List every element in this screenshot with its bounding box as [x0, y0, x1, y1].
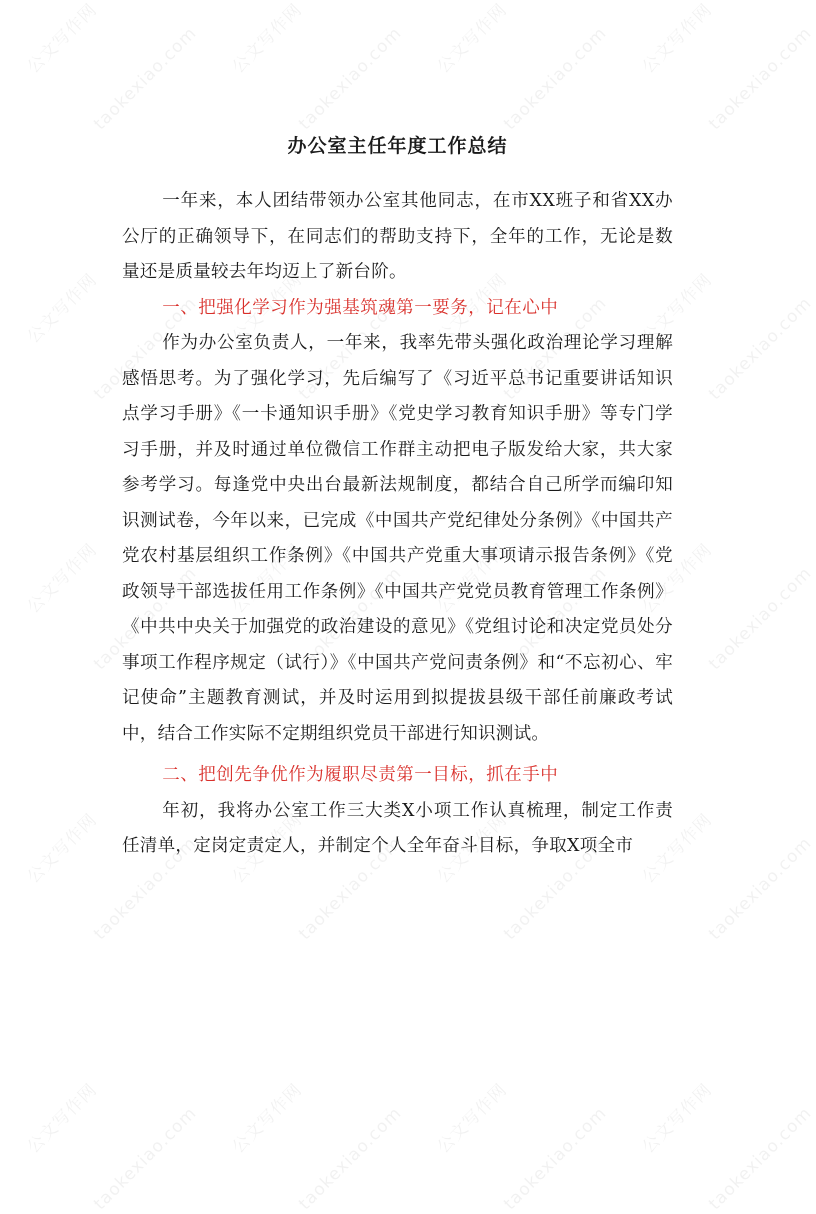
watermark-url: taokexiao.com — [705, 1103, 816, 1214]
watermark-text: 公文写作网 — [433, 539, 512, 618]
watermark-url: taokexiao.com — [90, 23, 201, 135]
watermark-url: taokexiao.com — [500, 563, 611, 675]
watermark-text: 公文写作网 — [638, 539, 717, 618]
watermark-url: taokexiao.com — [90, 563, 201, 675]
watermark-text: 公文写作网 — [228, 269, 307, 348]
watermark-text: 公文写作网 — [228, 539, 307, 618]
watermark-text: 公文写作网 — [638, 809, 717, 888]
watermark-url: taokexiao.com — [705, 293, 816, 405]
watermark-text: 公文写作网 — [228, 1079, 307, 1158]
watermark-text: 公文写作网 — [228, 809, 307, 888]
watermark-url: taokexiao.com — [295, 293, 406, 405]
intro-paragraph: 一年来，本人团结带领办公室其他同志，在市XX班子和省XX办公厅的正确领导下，在同志们的帮助支持下，全年的工作，无论是数量还是质量较去年均迈上了新台阶。 — [122, 191, 673, 282]
section-2-paragraph: 年初，我将办公室工作三大类X小项工作认真梳理，制定工作责任清单，定岗定责定人，并制定个人全年奋斗目标，争取X项全市 — [122, 800, 673, 856]
watermark-url: taokexiao.com — [90, 1103, 201, 1214]
watermark-text: 公文写作网 — [23, 809, 102, 888]
watermark-text: 公文写作网 — [23, 0, 102, 78]
document-body — [122, 128, 673, 865]
watermark-url: taokexiao.com — [705, 833, 816, 945]
watermark-text: 公文写作网 — [638, 269, 717, 348]
section-1-paragraph: 作为办公室负责人，一年来，我率先带头强化政治理论学习理解感悟思考。为了强化学习，先后编写了《习近平总书记重要讲话知识点学习手册》《一卡通知识手册》《党史学习教育知识手册》等专门学习手册，并及时通过单位微信工作群主动把电子版发给大家，共大家参考学习。每逢党中央出台最新法规制度，都结合自己所学而编印知识测试卷，今年以来，已完成《中国共产党纪律处分条例》《中国共产党农村基层组织工作条例》《中国共产党重大事项请示报告条例》《党政领导干部选拔任用工作条例》《中国共产党党员教育管理工作条例》《中共中央关于加强党的政治建设的意见》《党组讨论和决定党员处分事项工作程序规定（试行）》《中国共产党问责条例》和“不忘初心、牢记使命”主题教育测试，并及时运用到拟提拔县级干部任前廉政考试中，结合工作实际不定期组织党员干部进行知识测试。 — [122, 333, 673, 744]
watermark-url: taokexiao.com — [500, 833, 611, 945]
watermark-url: taokexiao.com — [295, 1103, 406, 1214]
watermark-text: 公文写作网 — [433, 0, 512, 78]
watermark-text: 公文写作网 — [638, 0, 717, 78]
watermark-text: 公文写作网 — [638, 1079, 717, 1158]
watermark-url: taokexiao.com — [705, 563, 816, 675]
watermark-url: taokexiao.com — [90, 833, 201, 945]
watermark-text: 公文写作网 — [23, 269, 102, 348]
watermark-text: 公文写作网 — [433, 1079, 512, 1158]
watermark-url: taokexiao.com — [500, 1103, 611, 1214]
watermark-text: 公文写作网 — [23, 1079, 102, 1158]
watermark-url: taokexiao.com — [705, 23, 816, 135]
watermark-url: taokexiao.com — [90, 293, 201, 405]
watermark-url: taokexiao.com — [295, 833, 406, 945]
watermark-text: 公文写作网 — [228, 0, 307, 78]
watermark-url: taokexiao.com — [500, 23, 611, 135]
document-title: 办公室主任年度工作总结 — [287, 135, 508, 157]
section-2-heading: 二、把创先争优作为履职尽责第一目标，抓在手中 — [162, 765, 559, 785]
watermark-text: 公文写作网 — [23, 539, 102, 618]
watermark-text: 公文写作网 — [433, 269, 512, 348]
section-1-heading: 一、把强化学习作为强基筑魂第一要务，记在心中 — [162, 297, 559, 318]
watermark-url: taokexiao.com — [295, 563, 406, 675]
watermark-url: taokexiao.com — [500, 293, 611, 405]
watermark-url: taokexiao.com — [295, 23, 406, 135]
watermark-text: 公文写作网 — [433, 809, 512, 888]
